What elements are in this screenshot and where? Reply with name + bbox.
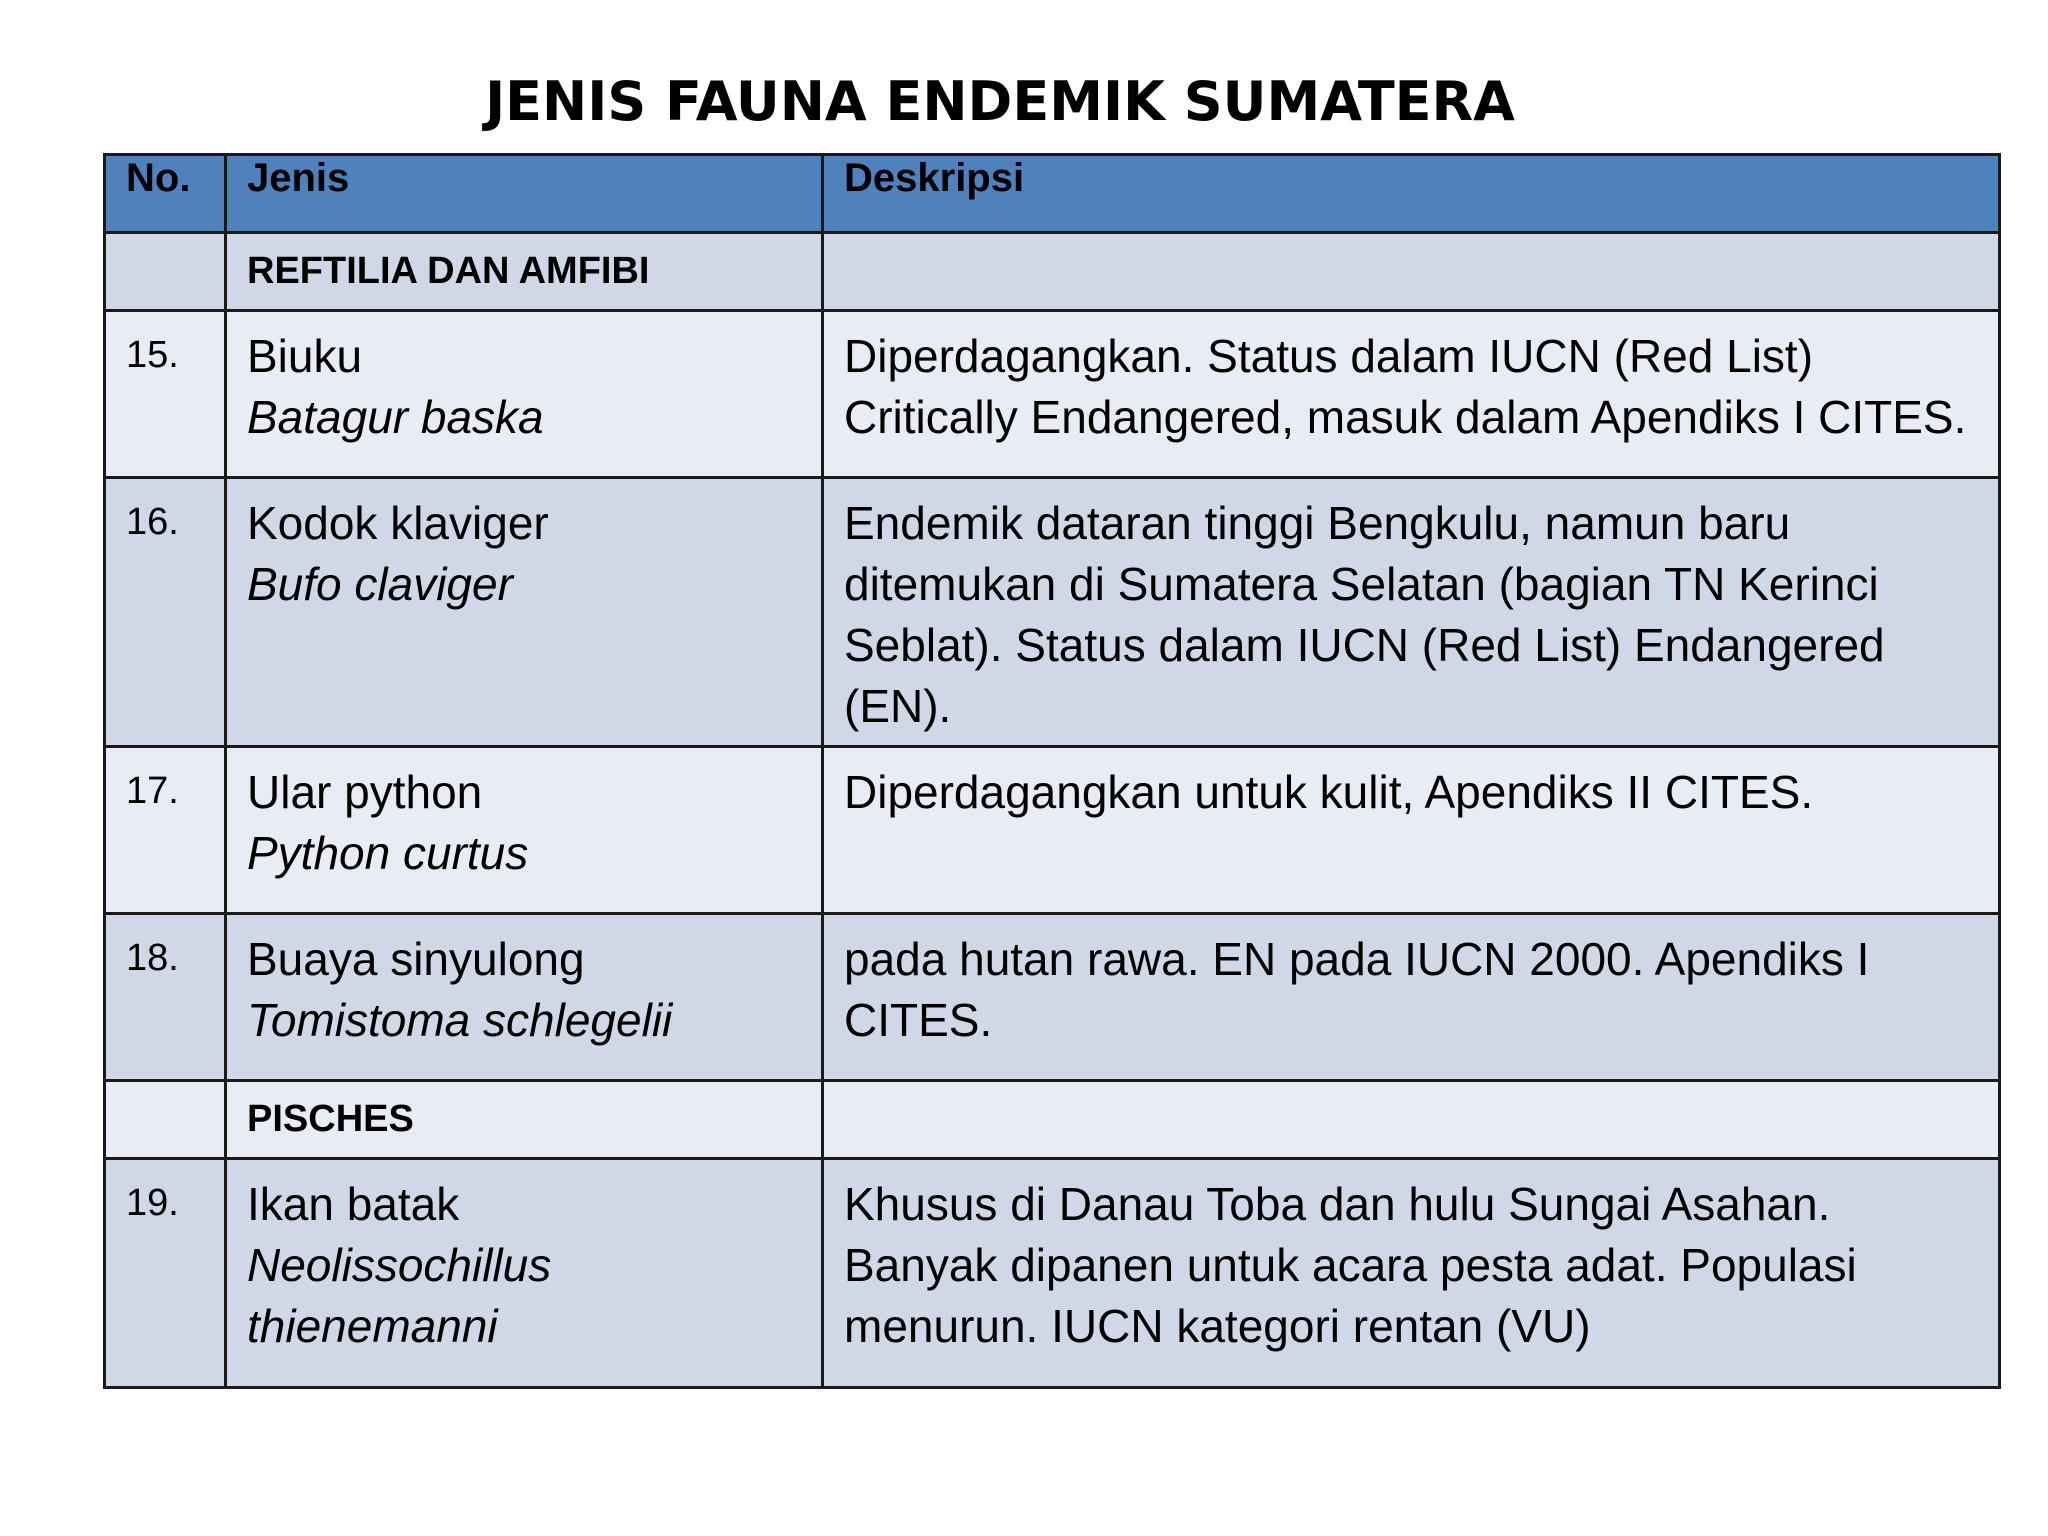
row-number: 19. xyxy=(105,1159,226,1388)
row-number: 17. xyxy=(105,747,226,914)
common-name: Ikan batak xyxy=(247,1178,460,1230)
scientific-name: Bufo claviger xyxy=(247,558,513,610)
scientific-name: Neolissochillus thienemanni xyxy=(247,1239,552,1352)
scientific-name: Batagur baska xyxy=(247,391,544,443)
common-name: Biuku xyxy=(247,330,363,382)
table-row xyxy=(105,478,2000,747)
header-no: No. xyxy=(105,155,226,233)
species-cell xyxy=(226,914,823,1081)
section-row-fish xyxy=(105,1081,2000,1159)
species-cell xyxy=(226,478,823,747)
table-row xyxy=(105,914,2000,1081)
table-header-row xyxy=(105,155,2000,233)
row-number: 15. xyxy=(105,311,226,478)
description-cell: Endemik dataran tinggi Bengkulu, namun baru ditemukan di Sumatera Selatan (bagian TN Kerinci Seblat). Status dalam IUCN (Red List) Endangered (EN). xyxy=(823,478,2000,747)
common-name: Kodok klaviger xyxy=(247,497,549,549)
section-no-cell xyxy=(105,1081,226,1159)
description-cell: Diperdagangkan. Status dalam IUCN (Red List) Critically Endangered, masuk dalam Apendiks I CITES. xyxy=(823,311,2000,478)
page-title: JENIS FAUNA ENDEMIK SUMATERA xyxy=(485,70,1515,133)
description-cell: pada hutan rawa. EN pada IUCN 2000. Apendiks I CITES. xyxy=(823,914,2000,1081)
species-cell xyxy=(226,747,823,914)
header-jenis: Jenis xyxy=(226,155,823,233)
scientific-name: Python curtus xyxy=(247,827,529,879)
common-name: Buaya sinyulong xyxy=(247,933,585,985)
section-label-fish: PISCHES xyxy=(226,1081,823,1159)
common-name: Ular python xyxy=(247,766,483,818)
table-row xyxy=(105,747,2000,914)
species-cell xyxy=(226,311,823,478)
section-label-reptiles: REFTILIA DAN AMFIBI xyxy=(226,233,823,311)
description-cell: Khusus di Danau Toba dan hulu Sungai Asahan. Banyak dipanen untuk acara pesta adat. Populasi menurun. IUCN kategori rentan (VU) xyxy=(823,1159,2000,1388)
fauna-table xyxy=(103,153,2001,1389)
row-number: 18. xyxy=(105,914,226,1081)
section-row-reptiles xyxy=(105,233,2000,311)
section-desc-cell xyxy=(823,1081,2000,1159)
scientific-name: Tomistoma schlegelii xyxy=(247,994,673,1046)
header-deskripsi: Deskripsi xyxy=(823,155,2000,233)
description-cell: Diperdagangkan untuk kulit, Apendiks II CITES. xyxy=(823,747,2000,914)
species-cell xyxy=(226,1159,823,1388)
table-row xyxy=(105,311,2000,478)
table-row xyxy=(105,1159,2000,1388)
section-no-cell xyxy=(105,233,226,311)
row-number: 16. xyxy=(105,478,226,747)
section-desc-cell xyxy=(823,233,2000,311)
